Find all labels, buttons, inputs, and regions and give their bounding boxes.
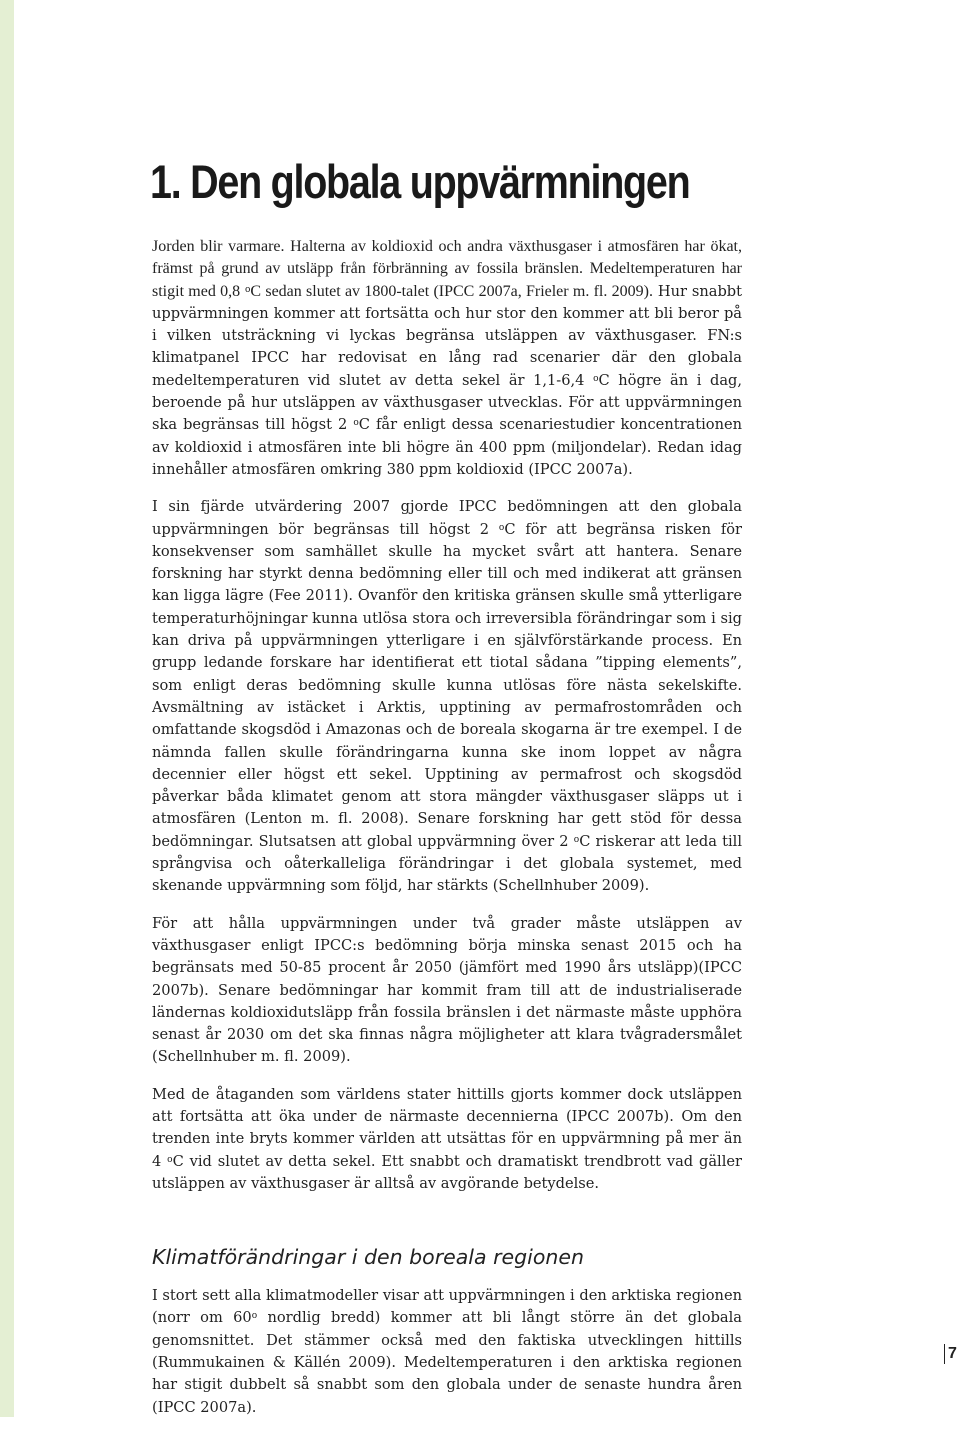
paragraph-5-part-a: I stort sett alla klimatmodeller visar att uppvärmningen i den arktiska regionen (norr om 60 [152,1287,742,1327]
body-text [152,236,742,1434]
degree-mark: o [573,834,580,845]
paragraph-1-part-d: C högre än i dag, beroende på hur utsläppen av växthusgaser utvecklas. För att uppvärmningen ska begränsas till högst 2 [152,371,742,434]
degree-mark: o [498,522,505,533]
degree-mark: o [353,418,359,429]
paragraph-2-part-b: C för att begränsa risken för konsekvenser som samhället skulle ha mycket svårt att hantera. Senare forskning har styrkt denna bedömning eller till och med indikerat att gränsen kan ligga lägre (Fee 2011). Ovanför den kritiska gränsen skulle små ytterligare temperaturhöjningar kunna utlösa stora och irreversibla förändringar som i sig kan driva på uppvärmningen ytterligare i en självförstärkande process. En grupp ledande forskare har identifierat ett tiotal sådana ”tipping elements”, som enligt deras bedömning skulle kunna utlösas före nästa sekelskifte. Avsmältning av istäcket i Arktis, upptining av permafrostområden och omfattande skogsdöd i Amazonas och de boreala skogarna är tre exempel. I de nämnda fallen skulle förändringarna kunna ske inom loppet av några decennier eller högst ett sekel. Upptining av permafrost och skogsdöd påverkar båda klimatet genom att stora mängder växthusgaser släpps ut i atmosfären (Lenton m. fl. 2008). Senare forskning har gett stöd för dessa bedömningar. Slutsatsen att global uppvärmning över 2 [152,520,743,850]
paragraph-5-part-b: nordlig bredd) kommer att bli långt större än det globala genomsnittet. Det stämmer också med den faktiska utvecklingen hittills (Rummukainen & Källén 2009). Medeltemperaturen i den arktiska regionen har stigit dubbelt så snabbt som den globala under de senaste hundra åren (IPCC 2007a). [152,1309,743,1416]
paragraph-1-part-e: C får enligt dessa scenariestudier koncentrationen av koldioxid i atmosfären inte bli högre än 400 ppm (miljondelar). Redan idag innehåller atmosfären omkring 380 ppm koldioxid (IPCC 2007a). [152,416,743,478]
paragraph-4 [152,1084,742,1195]
degree-mark: o [244,284,251,295]
paragraph-2 [152,496,742,897]
paragraph-3: För att hålla uppvärmningen under två grader måste utsläppen av växthusgaser enligt IPCC:s bedömning börja minska senast 2015 och ha begränsats med 50-85 procent år 2050 (jämfört med 1990 års utsläpp)(IPCC 2007b). Senare bedömningar har kommit fram till att de industrialiserade ländernas koldioxidutsläpp från fossila bränslen i det närmaste måste upphöra senast år 2030 om det ska finnas några möjligheter att klara tvågradersmålet (Schellnhuber m. fl. 2009). [152,914,742,1066]
paragraph-1-part-a: Jorden blir varmare. Halterna av koldioxid och andra växthusgaser i atmosfären har ökat, främst på grund av utsläpp från förbränning av fossila bränslen. Medeltemperaturen har stigit med 0,8 [152,238,742,300]
degree-mark: o [251,1311,258,1322]
paragraph-4-part-a: Med de åtaganden som världens stater hittills gjorts kommer dock utsläppen att fortsätta att öka under de närmaste decennierna (IPCC 2007b). Om den trenden inte bryts kommer världen att utsättas för en uppvärmning på mer än 4 [152,1085,742,1170]
paragraph-4-part-b: C vid slutet av detta sekel. Ett snabbt och dramatiskt trendbrott vad gäller utsläppen av växthusgaser är alltså av avgörande betydelse. [152,1152,742,1192]
section-subheading: Klimatförändringar i den boreala regionen [152,1245,584,1270]
degree-mark: o [593,373,599,384]
paragraph-1-part-c: Hur snabbt uppvärmningen kommer att fortsätta och hur stor den kommer att bli beror på i vilken utsträckning vi lyckas begränsa utsläppen av växthusgaser. FN:s klimatpanel IPCC har redovisat en lång rad scenarier där den globala medeltemperaturen vid slutet av detta sekel är 1,1-6,4 [152,282,742,389]
paragraph-2-part-c: C riskerar att leda till språngvisa och oåterkalleliga förändringar i det globala systemet, med skenande uppvärmning som följd, har stärkts (Schellnhuber 2009). [152,832,742,895]
paragraph-5 [152,1285,742,1419]
page-number: 7 [944,1344,957,1364]
decorative-side-strip [0,0,14,1417]
paragraph-1-part-b: C sedan slutet av 1800-talet (IPCC 2007a, Frieler m. fl. 2009). [250,282,653,300]
degree-mark: o [167,1154,173,1165]
chapter-title: 1. Den globala uppvärmningen [150,155,690,208]
paragraph-1 [152,236,742,481]
paragraph-2-part-a: I sin fjärde utvärdering 2007 gjorde IPCC bedömningen att den globala uppvärmningen bör begränsas till högst 2 [152,498,742,538]
